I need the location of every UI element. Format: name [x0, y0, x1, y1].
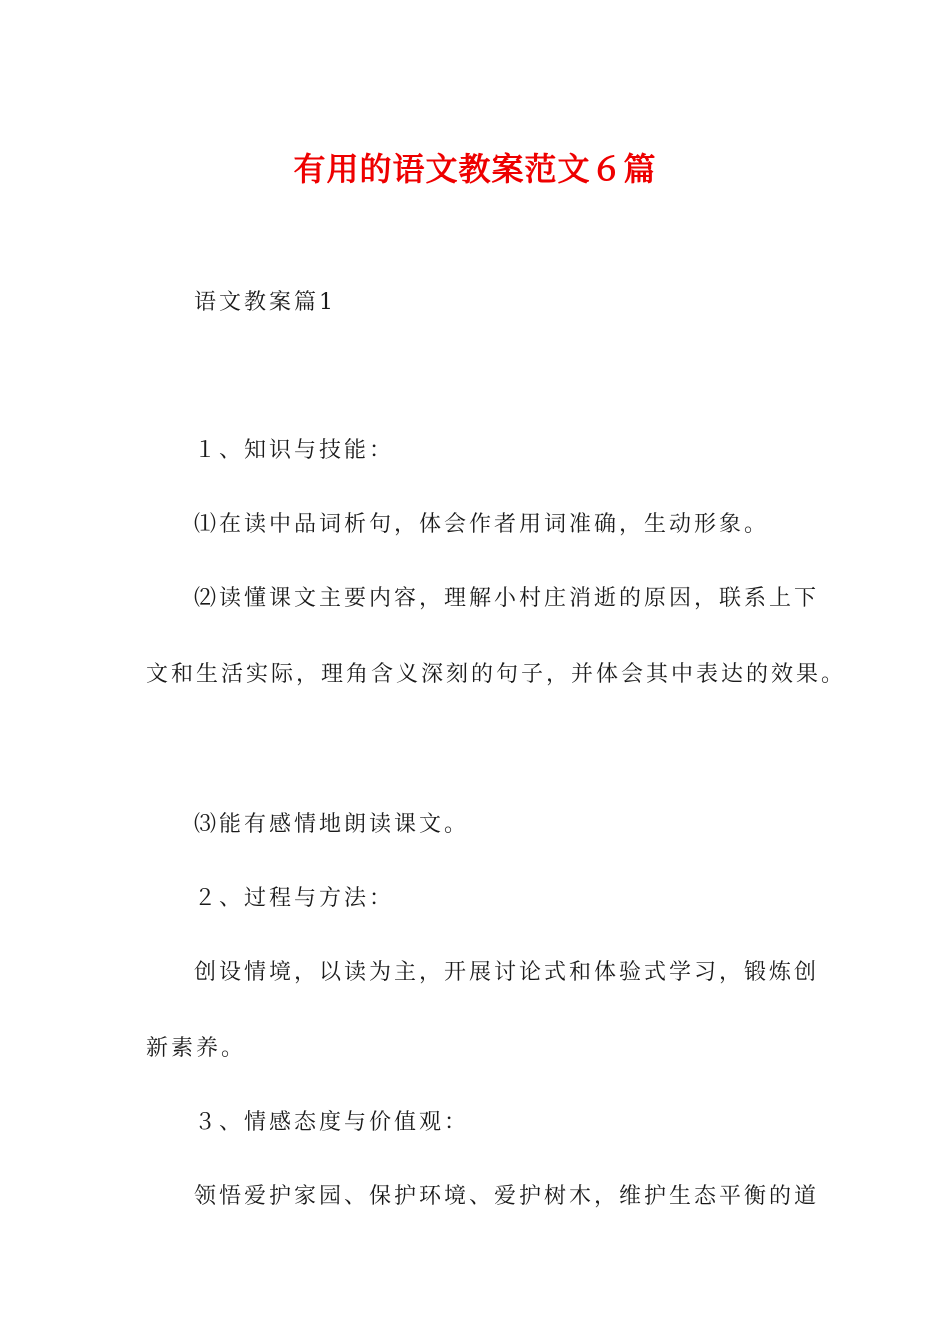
- document-title: 有用的语文教案范文６篇: [293, 150, 657, 188]
- paragraph-line: 领悟爱护家园、保护环境、爱护树木，维护生态平衡的道: [194, 1184, 820, 1209]
- section-heading: 语文教案篇1: [194, 290, 336, 315]
- paragraph-line: ⑵读懂课文主要内容，理解小村庄消逝的原因，联系上下: [194, 586, 820, 611]
- paragraph-line: 创设情境，以读为主，开展讨论式和体验式学习，锻炼创: [194, 960, 820, 985]
- paragraph-line: ⑶能有感情地朗读课文。: [194, 812, 470, 837]
- paragraph-line: ３、情感态度与价值观：: [194, 1110, 470, 1135]
- paragraph-line: ２、过程与方法：: [194, 886, 395, 911]
- paragraph-line: 新素养。: [146, 1036, 247, 1061]
- paragraph-line: 文和生活实际，理角含义深刻的句子，并体会其中表达的效果。: [146, 662, 847, 687]
- paragraph-line: １、知识与技能：: [194, 438, 395, 463]
- paragraph-line: ⑴在读中品词析句，体会作者用词准确，生动形象。: [194, 512, 770, 537]
